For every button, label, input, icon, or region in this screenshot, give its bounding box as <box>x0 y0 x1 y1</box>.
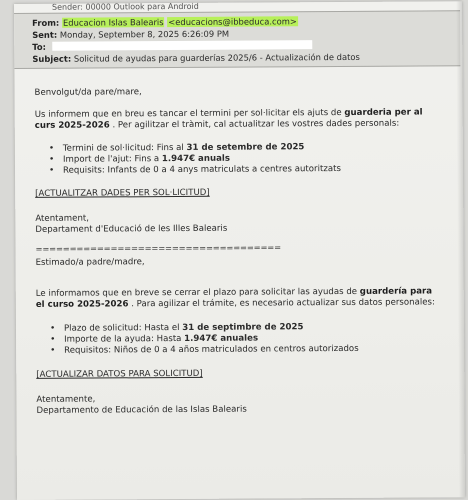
printed-email-page <box>14 1 465 500</box>
bullet-text: Import de l'ajut: Fins a <box>62 154 162 165</box>
catalan-greeting: Benvolgut/da pare/mare, <box>34 87 142 98</box>
bullet-text: Requisitos: Niños de 0 a 4 años matriculados en centros autorizados <box>64 343 359 356</box>
subject-row <box>32 52 360 64</box>
to-row <box>32 40 312 52</box>
catalan-intro-2b: . Per agilitzar el tràmit, cal actualitzar les vostres dades personals: <box>109 118 400 131</box>
subject-label: Subject: <box>32 53 72 64</box>
spanish-details-list <box>50 322 359 357</box>
catalan-intro-line-2 <box>35 119 400 132</box>
redacted-recipient <box>53 40 313 51</box>
bullet-text: Requisits: Infants de 0 a 4 anys matriculats a centres autoritzats <box>62 164 341 176</box>
bullet-bold: 1.947€ anuales <box>184 333 259 344</box>
spanish-intro-1b: guardería para <box>359 286 433 297</box>
bullet-bold: 31 de septimbre de 2025 <box>182 322 304 333</box>
sender-name: Educacion Islas Balearis <box>62 17 164 28</box>
section-separator: ==================================== <box>35 242 281 254</box>
catalan-update-link[interactable]: [ACTUALITZAR DADES PER SOL·LICITUD] <box>35 187 210 199</box>
spanish-greeting: Estimado/a padre/madre, <box>35 257 145 268</box>
bullet-text: Termini de sol·licitud: Fins al <box>62 142 187 154</box>
bullet-bold: 1.947€ anuals <box>161 153 230 165</box>
spanish-intro-line-2 <box>36 297 435 310</box>
catalan-intro-1b: guarderia per al <box>344 107 423 118</box>
sent-row <box>32 29 229 40</box>
catalan-intro-1a: Us informem que en breu es tancar el termini per sol·licitar els ajuts de <box>34 107 345 120</box>
spanish-closing: Atentamente, <box>36 394 96 405</box>
catalan-signature: Departament d'Educació de les Illes Balearis <box>35 223 228 235</box>
spanish-intro-2a: el curso 2025-2026 <box>35 299 129 310</box>
spanish-signature: Departamento de Educación de las Islas Balearis <box>36 404 247 416</box>
spanish-intro-1a: Le informamos que en breve se cerrar el plazo para solicitar las ayudas de <box>35 286 360 299</box>
list-item <box>49 164 341 177</box>
page-edge-shadow <box>456 1 465 497</box>
spanish-update-link[interactable]: [ACTUALIZAR DATOS PARA SOLICITUD] <box>36 368 203 380</box>
sender-email: <educacions@ibbeduca.com> <box>168 16 297 28</box>
bullet-bold: 31 de setembre de 2025 <box>186 142 305 153</box>
catalan-closing: Atentament, <box>35 213 90 224</box>
from-row <box>32 16 298 28</box>
email-header <box>14 10 460 69</box>
subject-text: Solicitud de ayudas para guarderías 2025/6 - Actualización de datos <box>73 51 360 64</box>
bullet-text: Importe de la ayuda: Hasta <box>64 333 185 345</box>
catalan-intro-2a: curs 2025-2026 <box>34 120 110 131</box>
spanish-intro-2b: . Para agilizar el trámite, es necesario actualizar sus datos personales: <box>128 297 435 310</box>
cut-off-header-fragment: Sender: 00000 Outlook para Android <box>51 2 199 12</box>
sent-date: Monday, September 8, 2025 6:26:09 PM <box>59 28 230 40</box>
to-label: To: <box>32 41 46 52</box>
sent-label: Sent: <box>32 29 58 40</box>
catalan-details-list <box>49 142 341 177</box>
bullet-text: Plazo de solicitud: Hasta el <box>63 322 183 334</box>
from-label: From: <box>32 17 60 28</box>
list-item <box>50 344 359 357</box>
